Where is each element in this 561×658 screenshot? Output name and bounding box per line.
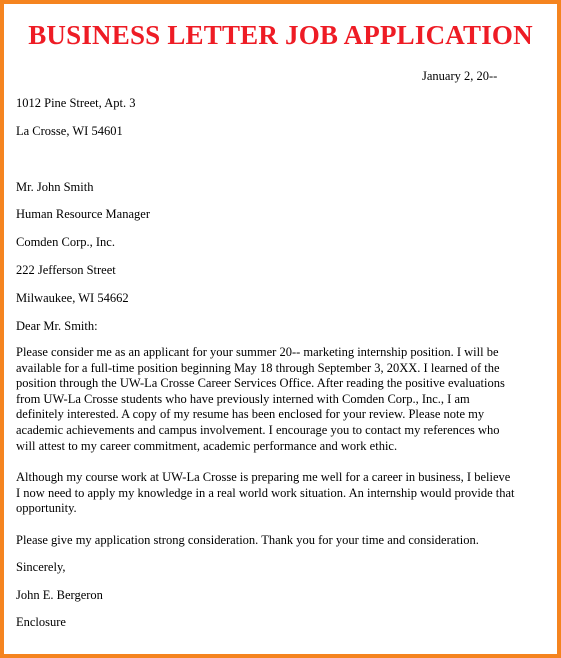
body-paragraph-3 [16,533,548,549]
paragraph-line: opportunity. [16,501,77,516]
paragraph-line: Although my course work at UW-La Crosse is preparing me well for a career in business, I believe [16,470,511,484]
paragraph-line: I now need to apply my knowledge in a real world work situation. An internship would provide that [16,485,515,500]
body-paragraph-1 [16,345,548,454]
recipient-street: 222 Jefferson Street [16,263,116,277]
enclosure-note: Enclosure [16,615,66,629]
paragraph-line: position through the UW-La Crosse Career Services Office. After reading the positive evaluations [16,376,505,391]
recipient-position: Human Resource Manager [16,207,150,221]
page-title: BUSINESS LETTER JOB APPLICATION [28,20,533,50]
paragraph-line: academic achievements and campus involvement. I encourage you to contact my references who [16,422,500,437]
sender-city: La Crosse, WI 54601 [16,124,123,138]
closing: Sincerely, [16,560,66,574]
paragraph-line: from UW-La Crosse students who have previously interned with Comden Corp., Inc., I am [16,391,470,406]
recipient-company: Comden Corp., Inc. [16,235,115,249]
paragraph-line: available for a full-time position beginning May 18 through September 3, 20XX. I learned of the [16,360,500,375]
recipient-name: Mr. John Smith [16,180,94,194]
recipient-city: Milwaukee, WI 54662 [16,291,129,305]
paragraph-line: Please consider me as an applicant for your summer 20-- marketing internship position. I will be [16,345,499,359]
salutation: Dear Mr. Smith: [16,319,98,333]
body-paragraph-2 [16,470,548,517]
paragraph-line: Please give my application strong consideration. Thank you for your time and consideration. [16,533,479,547]
signature-name: John E. Bergeron [16,588,103,602]
letter-date: January 2, 20-- [422,69,498,83]
sender-street: 1012 Pine Street, Apt. 3 [16,96,136,110]
paragraph-line: will attest to my career commitment, academic performance and work ethic. [16,438,398,453]
paragraph-line: definitely interested. A copy of my resume has been enclosed for your review. Please note my [16,407,485,422]
